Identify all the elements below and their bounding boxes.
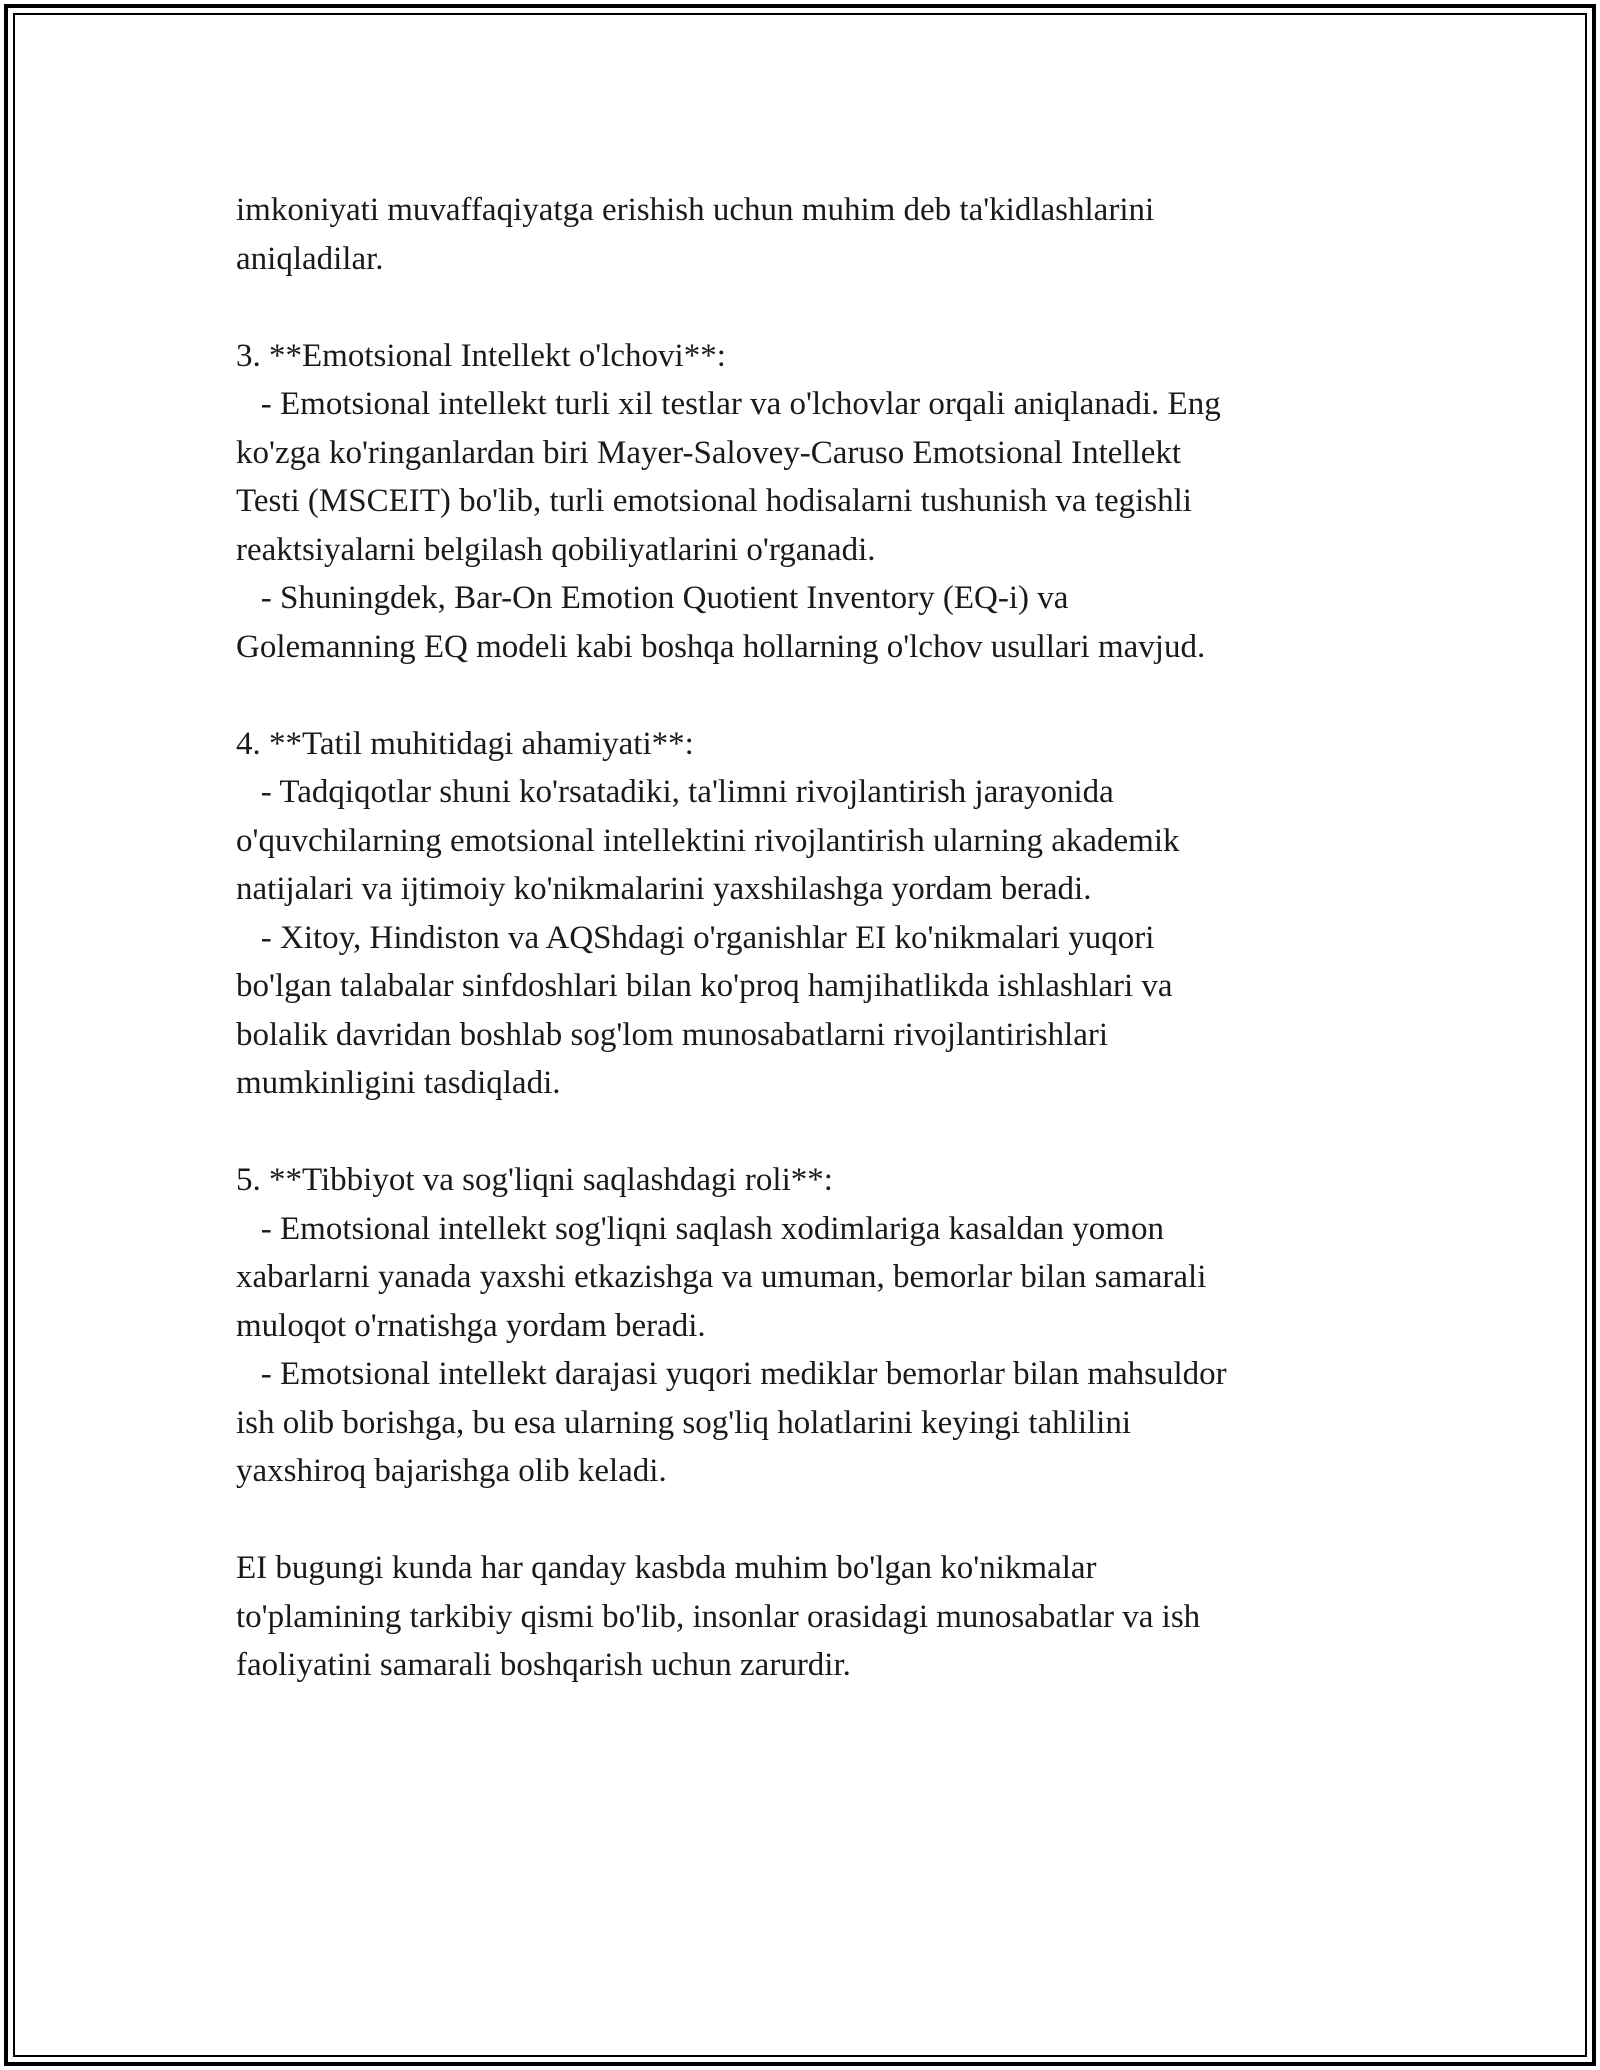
conclusion-line: EI bugungi kunda har qanday kasbda muhim bo'lgan ko'nikmalar	[236, 1550, 1097, 1586]
section-heading: 4. **Tatil muhitidagi ahamiyati**:	[236, 725, 694, 762]
text-line: yaxshiroq bajarishga olib keladi.	[236, 1453, 667, 1489]
blank-line	[236, 283, 1386, 332]
text-line: bolalik davridan boshlab sog'lom munosabatlarni rivojlantirishlari	[236, 1016, 1109, 1053]
text-line: - Xitoy, Hindiston va AQShdagi o'rganishlar EI ko'nikmalari yuqori	[236, 919, 1155, 956]
section-heading: 5. **Tibbiyot va sog'liqni saqlashdagi roli**:	[236, 1162, 833, 1198]
blank-line	[236, 1496, 1386, 1545]
text-line: imkoniyati muvaffaqiyatga erishish uchun muhim deb ta'kidlashlarini	[236, 192, 1155, 228]
text-line: - Emotsional intellekt darajasi yuqori mediklar bemorlar bilan mahsuldor	[236, 1356, 1227, 1392]
text-line: - Shuningdek, Bar-On Emotion Quotient Inventory (EQ-i) va	[236, 580, 1069, 616]
text-line: muloqot o'rnatishga yordam beradi.	[236, 1307, 706, 1344]
text-line: reaktsiyalarni belgilash qobiliyatlarini o'rganadi.	[236, 531, 876, 568]
text-line: o'quvchilarning emotsional intellektini rivojlantirish ularning akademik	[236, 822, 1180, 859]
text-line: xabarlarni yanada yaxshi etkazishga va umuman, bemorlar bilan samarali	[236, 1259, 1207, 1295]
text-line: aniqladilar.	[236, 240, 384, 277]
blank-line	[236, 1108, 1386, 1157]
blank-line	[236, 671, 1386, 720]
conclusion-line: to'plamining tarkibiy qismi bo'lib, insonlar orasidagi munosabatlar va ish	[236, 1598, 1201, 1635]
text-line: mumkinligini tasdiqladi.	[236, 1065, 561, 1101]
text-line: Testi (MSCEIT) bo'lib, turli emotsional hodisalarni tushunish va tegishli	[236, 483, 1192, 519]
text-line: ish olib borishga, bu esa ularning sog'liq holatlarini keyingi tahlilini	[236, 1404, 1131, 1441]
document-body	[236, 186, 1386, 1690]
text-line: Golemanning EQ modeli kabi boshqa hollarning o'lchov usullari mavjud.	[236, 628, 1206, 665]
text-line: - Emotsional intellekt sog'liqni saqlash xodimlariga kasaldan yomon	[236, 1210, 1164, 1247]
conclusion-line: faoliyatini samarali boshqarish uchun zarurdir.	[236, 1647, 851, 1683]
text-line: natijalari va ijtimoiy ko'nikmalarini yaxshilashga yordam beradi.	[236, 871, 1092, 907]
text-line: bo'lgan talabalar sinfdoshlari bilan ko'proq hamjihatlikda ishlashlari va	[236, 968, 1173, 1004]
text-line: - Tadqiqotlar shuni ko'rsatadiki, ta'limni rivojlantirish jarayonida	[236, 774, 1114, 810]
section-heading: 3. **Emotsional Intellekt o'lchovi**:	[236, 337, 726, 374]
text-line: ko'zga ko'ringanlardan biri Mayer-Salovey-Caruso Emotsional Intellekt	[236, 434, 1182, 471]
text-line: - Emotsional intellekt turli xil testlar va o'lchovlar orqali aniqlanadi. Eng	[236, 386, 1221, 422]
